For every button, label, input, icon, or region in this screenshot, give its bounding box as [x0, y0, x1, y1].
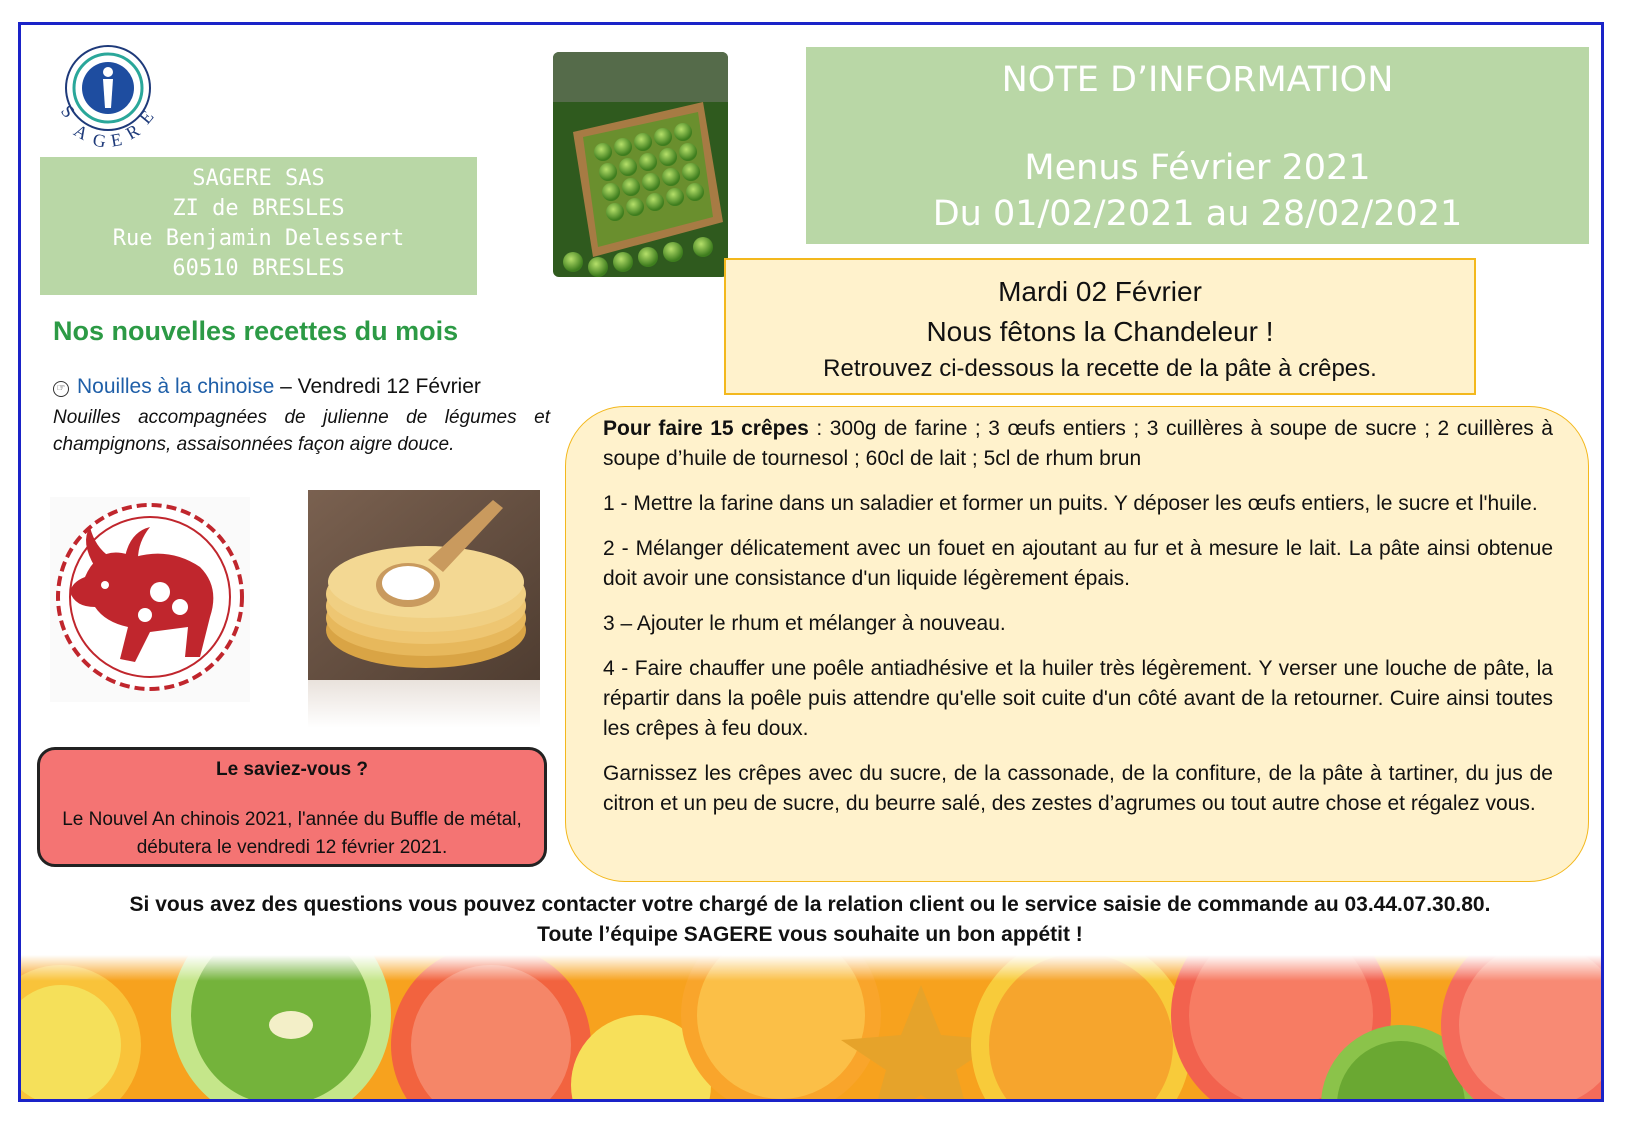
recipe-step-1: 1 - Mettre la farine dans un saladier et former un puits. Y déposer les œufs entiers, le sucre et l'huile. — [603, 492, 1538, 515]
contact-line-2: Toute l’équipe SAGERE vous souhaite un bon appétit ! — [537, 923, 1083, 946]
address-line: SAGERE SAS — [192, 166, 325, 191]
contact-line-1: Si vous avez des questions vous pouvez contacter votre chargé de la relation client ou le service saisie de commande au 03.44.07.30.80. — [129, 893, 1491, 916]
recipe-ingredients — [603, 414, 1553, 474]
chinese-ox-illustration — [50, 497, 250, 702]
new-recipe-line — [53, 375, 481, 399]
recipe-intro-rest: : 300g de farine ; 3 œufs entiers ; 3 cuillères à soupe de sucre ; 2 cuillères à soupe d’huile de tournesol ; 60cl de lait ; 5cl de rhum brun — [603, 417, 1553, 470]
brussels-sprouts-photo — [553, 52, 728, 277]
citrus-fruit-banner — [21, 955, 1601, 1099]
note-information-box — [806, 47, 1589, 244]
svg-text:A: A — [70, 120, 92, 144]
recipe-step-4: 4 - Faire chauffer une poêle antiadhésive et la huiler très légèrement. Y verser une louche de pâte, la répartir dans la poêle puis attendre qu'elle soit cuite d'un côté avant de la retourner. Cuire ainsi toutes les crêpes à feu doux. — [603, 657, 1553, 740]
svg-text:G: G — [91, 129, 108, 152]
sagere-logo — [50, 36, 170, 154]
svg-text:R: R — [122, 120, 143, 144]
fete-subline: Retrouvez ci-dessous la recette de la pâte à crêpes. — [823, 355, 1377, 382]
crepe-recipe-text — [603, 414, 1553, 834]
did-you-know-body: Le Nouvel An chinois 2021, l'année du Buffle de métal, débutera le vendredi 12 février 2021. — [62, 809, 522, 858]
note-period: Du 01/02/2021 au 28/02/2021 — [932, 194, 1463, 234]
fete-date: Mardi 02 Février — [998, 276, 1202, 307]
pointer-bullet-icon: ☞ — [53, 381, 69, 397]
recipe-date: – Vendredi 12 Février — [274, 375, 481, 398]
recipe-description: Nouilles accompagnées de julienne de légumes et champignons, assaisonnées façon aigre douce. — [53, 407, 550, 455]
svg-text:E: E — [109, 129, 124, 151]
did-you-know-box — [37, 747, 547, 867]
recipe-name: Nouilles à la chinoise — [77, 375, 275, 398]
did-you-know-heading: Le saviez-vous ? — [215, 759, 369, 780]
note-menus: Menus Février 2021 — [1024, 148, 1371, 188]
address-line: 60510 BRESLES — [172, 256, 345, 281]
recipe-garnish: Garnissez les crêpes avec du sucre, de la cassonade, de la confiture, de la pâte à tartiner, du jus de citron et un peu de sucre, du beurre salé, des zestes d’agrumes ou tout autre chose et régalez vous. — [603, 762, 1553, 815]
fete-headline: Nous fêtons la Chandeleur ! — [926, 316, 1274, 347]
recipe-step-2: 2 - Mélanger délicatement avec un fouet en ajoutant au fur et à mesure le lait. La pâte ainsi obtenue doit avoir une consistance d'un liquide légèrement épais. — [603, 537, 1553, 590]
recipe-step-3: 3 – Ajouter le rhum et mélanger à nouveau. — [603, 612, 1006, 635]
address-line: ZI de BRESLES — [172, 196, 345, 221]
crepes-photo — [308, 490, 540, 728]
svg-text:E: E — [135, 106, 158, 128]
section-title: Nos nouvelles recettes du mois — [53, 316, 459, 346]
contact-info — [30, 890, 1590, 950]
note-title: NOTE D’INFORMATION — [1001, 60, 1394, 100]
chandeleur-box — [724, 258, 1476, 395]
address-box — [40, 157, 477, 295]
address-line: Rue Benjamin Delessert — [112, 226, 405, 251]
svg-text:S: S — [57, 101, 79, 122]
recipe-intro-bold: Pour faire 15 crêpes — [603, 417, 809, 440]
